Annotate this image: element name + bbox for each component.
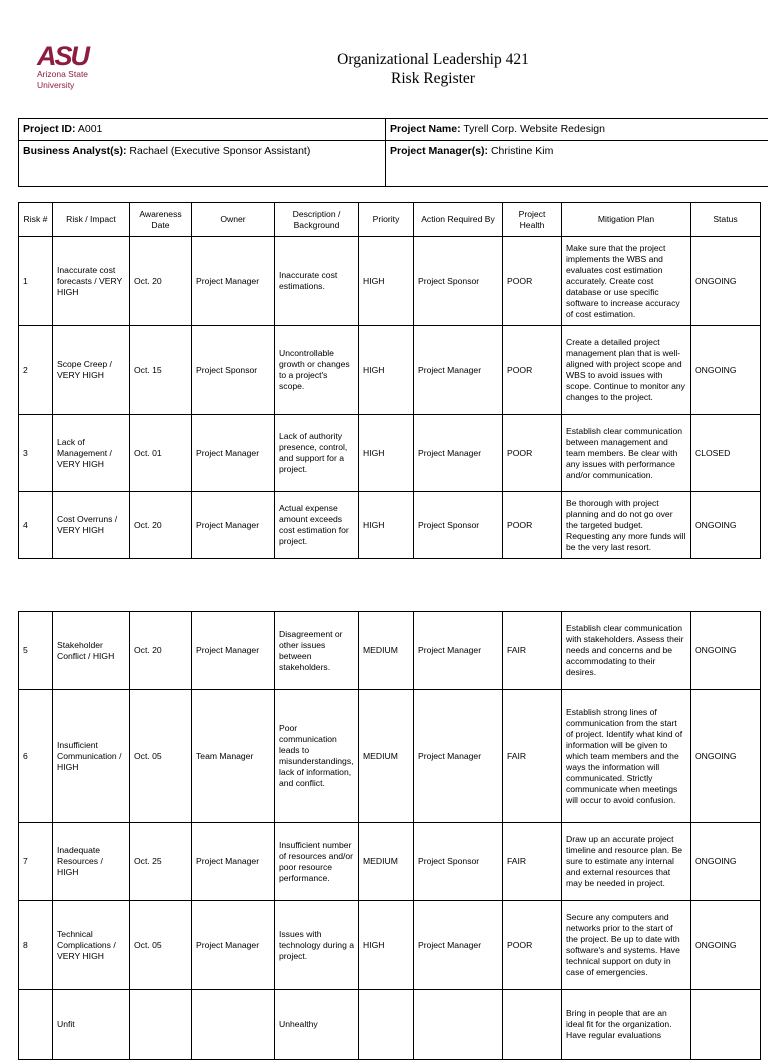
risk-number: 1 <box>19 237 53 326</box>
column-header: Description / Background <box>275 203 359 237</box>
action-required-by: Project Sponsor <box>414 492 503 559</box>
table-header-row <box>19 203 761 237</box>
status: ONGOING <box>691 823 761 901</box>
status: ONGOING <box>691 237 761 326</box>
column-header: Action Required By <box>414 203 503 237</box>
table-row <box>19 901 761 990</box>
project-id-value: A001 <box>78 123 103 135</box>
awareness-date: Oct. 01 <box>130 415 192 492</box>
owner: Project Manager <box>192 492 275 559</box>
table-row <box>19 612 761 690</box>
project-health: FAIR <box>503 823 562 901</box>
action-required-by: Project Manager <box>414 690 503 823</box>
mitigation-plan: Make sure that the project implements the WBS and evaluates cost estimation accurately. Create cost database or use specific software to increase accuracy of cost estimation. <box>562 237 691 326</box>
project-health <box>503 990 562 1060</box>
owner <box>192 990 275 1060</box>
action-required-by: Project Manager <box>414 612 503 690</box>
status: ONGOING <box>691 326 761 415</box>
project-manager-cell <box>386 141 768 187</box>
project-info-table <box>18 118 768 187</box>
status <box>691 990 761 1060</box>
column-header: Owner <box>192 203 275 237</box>
status: ONGOING <box>691 901 761 990</box>
risk-impact: Technical Complications / VERY HIGH <box>53 901 130 990</box>
risk-register-table-page-1 <box>18 202 761 559</box>
priority: MEDIUM <box>359 690 414 823</box>
action-required-by <box>414 990 503 1060</box>
description: Disagreement or other issues between stakeholders. <box>275 612 359 690</box>
action-required-by: Project Manager <box>414 415 503 492</box>
project-health: POOR <box>503 415 562 492</box>
status: ONGOING <box>691 612 761 690</box>
awareness-date: Oct. 05 <box>130 901 192 990</box>
column-header: Priority <box>359 203 414 237</box>
description: Lack of authority presence, control, and support for a project. <box>275 415 359 492</box>
table-row <box>19 990 761 1060</box>
column-header: Risk / Impact <box>53 203 130 237</box>
column-header: Mitigation Plan <box>562 203 691 237</box>
risk-impact: Insufficient Communication / HIGH <box>53 690 130 823</box>
risk-impact: Inaccurate cost forecasts / VERY HIGH <box>53 237 130 326</box>
status: ONGOING <box>691 492 761 559</box>
description: Inaccurate cost estimations. <box>275 237 359 326</box>
status: CLOSED <box>691 415 761 492</box>
risk-number: 3 <box>19 415 53 492</box>
logo-line-1: Arizona State <box>37 70 107 79</box>
mitigation-plan: Establish strong lines of communication from the start of project. Identify what kind of information will be given to which team members and the ways the information will communicated. Strictly communicate when meetings will occur to avoid confusion. <box>562 690 691 823</box>
description: Uncontrollable growth or changes to a project's scope. <box>275 326 359 415</box>
logo-line-2: University <box>37 81 107 90</box>
priority: HIGH <box>359 901 414 990</box>
description: Actual expense amount exceeds cost estimation for project. <box>275 492 359 559</box>
project-health: FAIR <box>503 612 562 690</box>
risk-number <box>19 990 53 1060</box>
risk-number: 2 <box>19 326 53 415</box>
owner: Project Sponsor <box>192 326 275 415</box>
risk-number: 7 <box>19 823 53 901</box>
column-header: Risk # <box>19 203 53 237</box>
project-manager-value: Christine Kim <box>491 145 553 157</box>
description: Unhealthy <box>275 990 359 1060</box>
action-required-by: Project Manager <box>414 901 503 990</box>
mitigation-plan: Establish clear communication with stakeholders. Assess their needs and concerns and be accommodating to their desires. <box>562 612 691 690</box>
description: Issues with technology during a project. <box>275 901 359 990</box>
priority: HIGH <box>359 326 414 415</box>
column-header: Project Health <box>503 203 562 237</box>
awareness-date: Oct. 20 <box>130 492 192 559</box>
mitigation-plan: Establish clear communication between management and team members. Be clear with any issues with performance and/or communication. <box>562 415 691 492</box>
action-required-by: Project Sponsor <box>414 823 503 901</box>
owner: Project Manager <box>192 415 275 492</box>
mitigation-plan: Secure any computers and networks prior to the start of the project. Be up to date with software's and systems. Have technical support on duty in case of emergencies. <box>562 901 691 990</box>
priority: MEDIUM <box>359 823 414 901</box>
awareness-date <box>130 990 192 1060</box>
column-header: Awareness Date <box>130 203 192 237</box>
awareness-date: Oct. 05 <box>130 690 192 823</box>
risk-impact: Cost Overruns / VERY HIGH <box>53 492 130 559</box>
document-title <box>0 50 768 88</box>
owner: Project Manager <box>192 823 275 901</box>
action-required-by: Project Manager <box>414 326 503 415</box>
table-row <box>19 326 761 415</box>
risk-number: 8 <box>19 901 53 990</box>
risk-impact: Inadequate Resources / HIGH <box>53 823 130 901</box>
awareness-date: Oct. 25 <box>130 823 192 901</box>
status: ONGOING <box>691 690 761 823</box>
priority: HIGH <box>359 237 414 326</box>
priority: HIGH <box>359 415 414 492</box>
table-row <box>19 237 761 326</box>
table-row <box>19 492 761 559</box>
priority: HIGH <box>359 492 414 559</box>
business-analyst-cell <box>19 141 386 187</box>
project-health: POOR <box>503 326 562 415</box>
owner: Project Manager <box>192 237 275 326</box>
business-analyst-label: Business Analyst(s): <box>23 145 126 157</box>
risk-impact: Stakeholder Conflict / HIGH <box>53 612 130 690</box>
project-id-cell <box>19 119 386 141</box>
risk-impact: Unfit <box>53 990 130 1060</box>
title-line-2: Risk Register <box>0 69 768 88</box>
awareness-date: Oct. 15 <box>130 326 192 415</box>
description: Insufficient number of resources and/or poor resource performance. <box>275 823 359 901</box>
project-health: FAIR <box>503 690 562 823</box>
risk-number: 6 <box>19 690 53 823</box>
project-name-value: Tyrell Corp. Website Redesign <box>463 123 605 135</box>
risk-register-table-page-2 <box>18 611 761 1060</box>
table-row <box>19 823 761 901</box>
awareness-date: Oct. 20 <box>130 612 192 690</box>
project-id-label: Project ID: <box>23 123 76 135</box>
risk-impact: Lack of Management / VERY HIGH <box>53 415 130 492</box>
mitigation-plan: Be thorough with project planning and do not go over the targeted budget. Requesting any more funds will be the very last resort. <box>562 492 691 559</box>
risk-number: 4 <box>19 492 53 559</box>
project-manager-label: Project Manager(s): <box>390 145 488 157</box>
column-header: Status <box>691 203 761 237</box>
description: Poor communication leads to misunderstandings, lack of information, and conflict. <box>275 690 359 823</box>
title-line-1: Organizational Leadership 421 <box>0 50 768 69</box>
owner: Project Manager <box>192 901 275 990</box>
project-health: POOR <box>503 901 562 990</box>
action-required-by: Project Sponsor <box>414 237 503 326</box>
risk-impact: Scope Creep / VERY HIGH <box>53 326 130 415</box>
table-row <box>19 415 761 492</box>
awareness-date: Oct. 20 <box>130 237 192 326</box>
risk-number: 5 <box>19 612 53 690</box>
mitigation-plan: Bring in people that are an ideal fit for the organization. Have regular evaluations <box>562 990 691 1060</box>
table-row <box>19 690 761 823</box>
priority <box>359 990 414 1060</box>
project-name-cell <box>386 119 768 141</box>
owner: Project Manager <box>192 612 275 690</box>
owner: Team Manager <box>192 690 275 823</box>
mitigation-plan: Draw up an accurate project timeline and resource plan. Be sure to estimate any internal and external resources that may be needed in project. <box>562 823 691 901</box>
project-name-label: Project Name: <box>390 123 461 135</box>
project-health: POOR <box>503 237 562 326</box>
business-analyst-value: Rachael (Executive Sponsor Assistant) <box>129 145 310 157</box>
priority: MEDIUM <box>359 612 414 690</box>
logo-mark: ASU <box>37 44 107 68</box>
project-health: POOR <box>503 492 562 559</box>
mitigation-plan: Create a detailed project management plan that is well-aligned with project scope and WBS to avoid issues with scope. Continue to monitor any changes to the project. <box>562 326 691 415</box>
